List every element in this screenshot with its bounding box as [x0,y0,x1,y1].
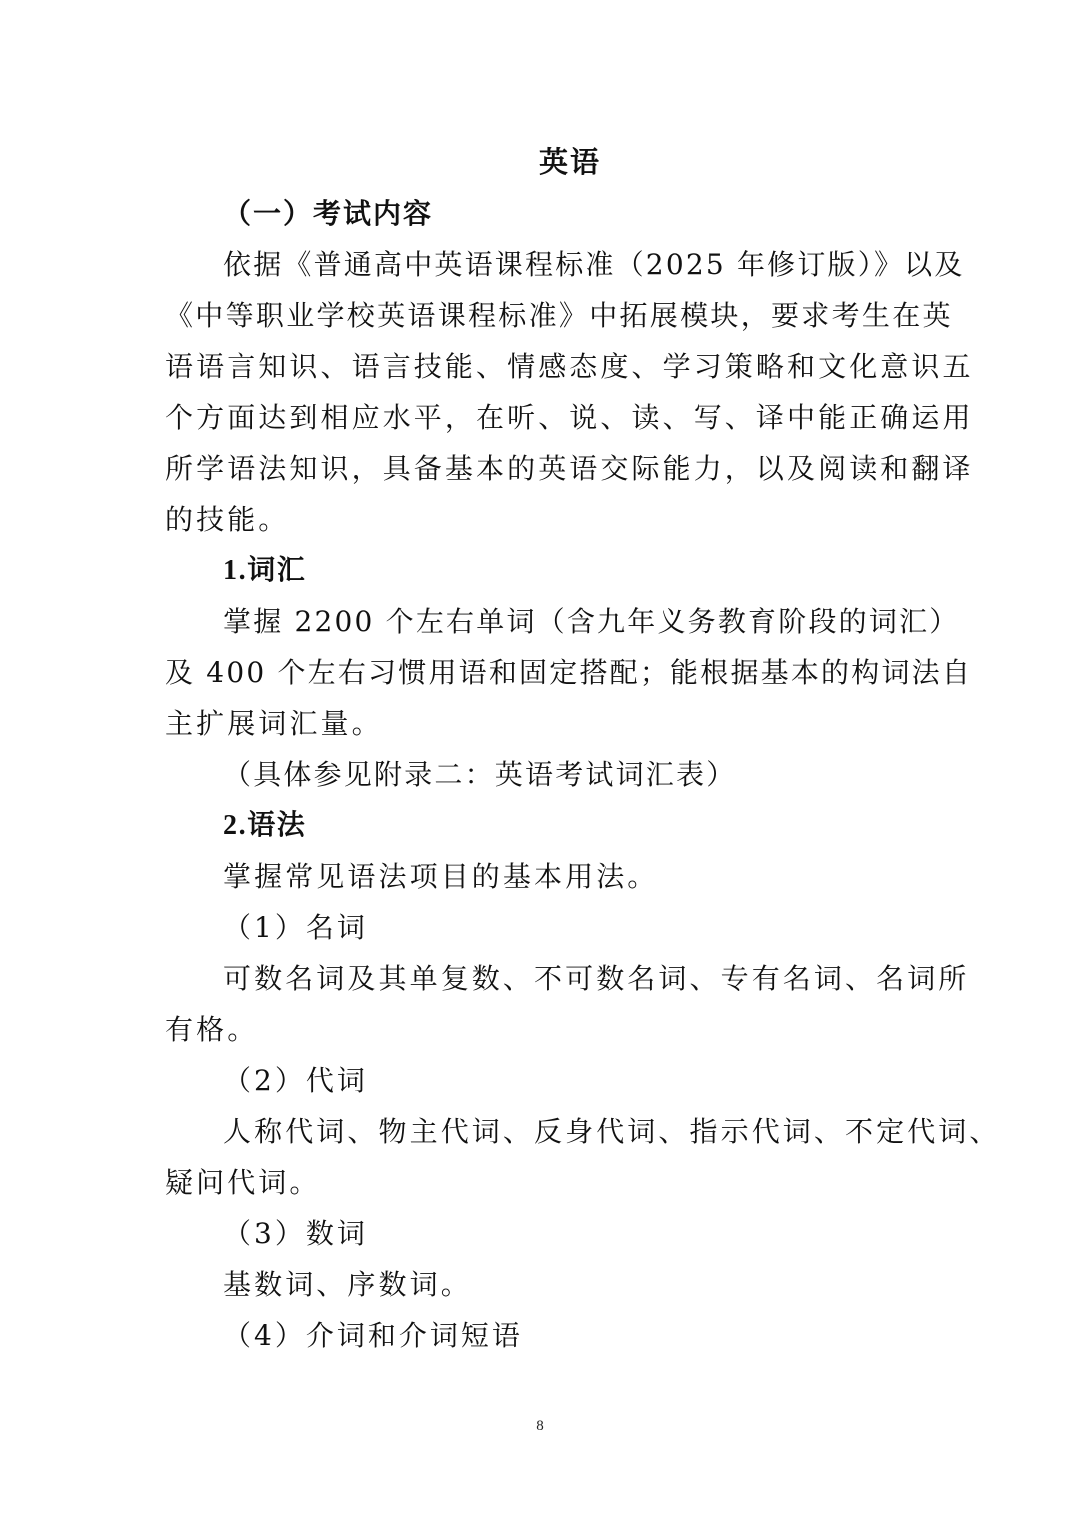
paragraph-line: 基数词、序数词。 [223,1268,472,1301]
paragraph-line: 及 400 个左右习惯用语和固定搭配；能根据基本的构词法自 [165,656,973,689]
paragraph-line: 语语言知识、语言技能、情感态度、学习策略和文化意识五 [165,350,974,383]
section-heading-grammar: 2.语法 [223,810,307,841]
paragraph-line: 主扩展词汇量。 [165,707,383,740]
subheading-numeral: （3）数词 [223,1217,368,1250]
paragraph-line: 有格。 [165,1013,259,1046]
subheading-pronoun: （2）代词 [223,1064,368,1097]
paragraph-line: 疑问代词。 [165,1166,321,1199]
paragraph-line: 《中等职业学校英语课程标准》中拓展模块，要求考生在英 [165,299,953,332]
subheading-noun: （1）名词 [223,911,368,944]
page-number: 8 [536,1418,544,1434]
paragraph-line: 所学语法知识，具备基本的英语交际能力，以及阅读和翻译 [165,452,974,485]
vocabulary-note: （具体参见附录二：英语考试词汇表） [223,758,737,791]
paragraph-line: 依据《普通高中英语课程标准（2025 年修订版）》以及 [223,248,965,281]
paragraph-line: 人称代词、物主代词、反身代词、指示代词、不定代词、 [223,1115,1001,1148]
paragraph-line: 的技能。 [165,503,290,536]
document-body [165,188,1001,1361]
section-heading-vocabulary: 1.词汇 [223,555,307,586]
section-heading-content: （一）考试内容 [223,197,434,230]
paragraph-line: 掌握 2200 个左右单词（含九年义务教育阶段的词汇） [223,605,960,638]
paragraph-line: 可数名词及其单复数、不可数名词、专有名词、名词所 [223,962,970,995]
paragraph-line: 掌握常见语法项目的基本用法。 [223,860,659,893]
paragraph-line: 个方面达到相应水平，在听、说、读、写、译中能正确运用 [165,401,974,434]
document-title: 英语 [538,145,601,179]
subheading-preposition: （4）介词和介词短语 [223,1319,523,1352]
